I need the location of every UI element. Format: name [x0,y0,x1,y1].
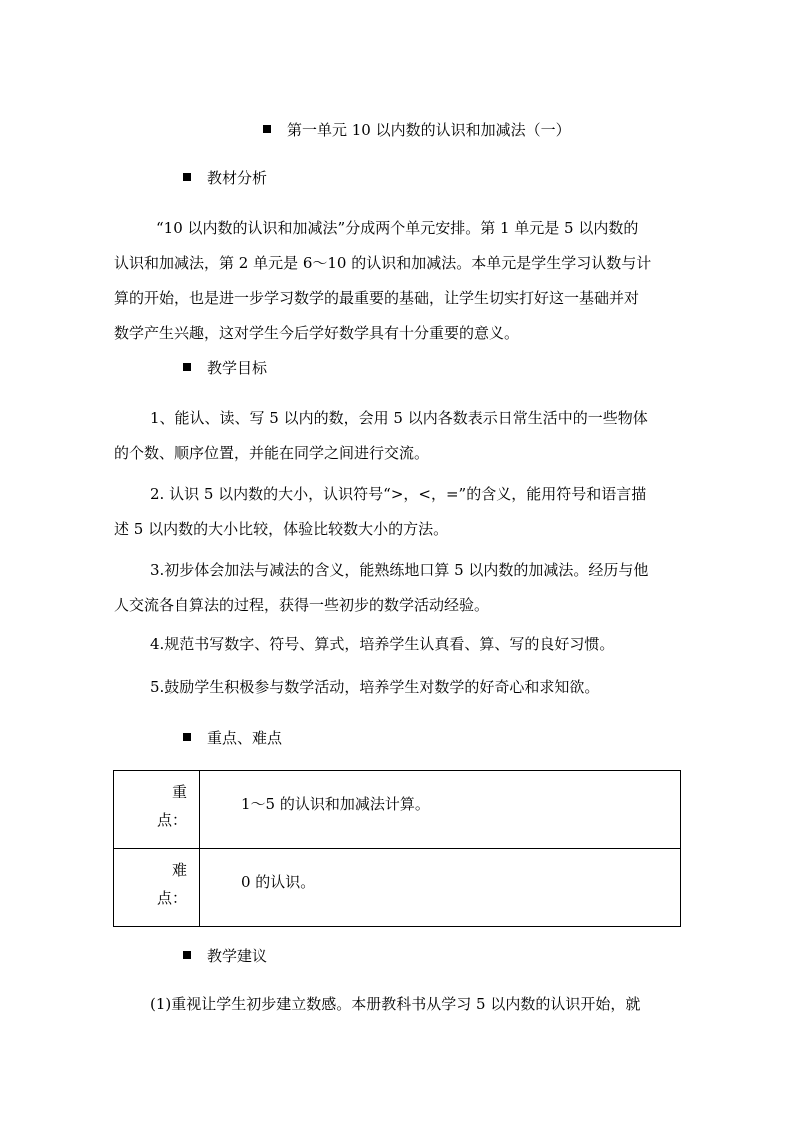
heading-text: 重点、难点 [207,729,283,747]
title-text: 第一单元 10 以内数的认识和加减法（一） [287,121,571,139]
goal-item-1 [114,408,680,478]
heading-suggestions [183,946,267,966]
suggestions-paragraph [114,994,680,1029]
paragraph-line: 认识和加减法，第 2 单元是 6～10 的认识和加减法。本单元是学生学习认数与计 [114,254,652,272]
goal-item-5 [114,677,680,712]
row-content-cell [200,849,681,927]
paragraph-line: (1)重视让学生初步建立数感。本册教科书从学习 5 以内数的认识开始，就 [150,995,641,1013]
row-content: 0 的认识。 [241,873,316,891]
keypoints-table [113,770,681,927]
paragraph-line: “10 以内数的认识和加减法”分成两个单元安排。第 1 单元是 5 以内数的 [156,219,639,237]
paragraph-line: 算的开始，也是进一步学习数学的最重要的基础，让学生切实打好这一基础并对 [114,289,640,307]
goal-line: 人交流各自算法的过程，获得一些初步的数学活动经验。 [114,596,490,614]
row-content-cell [200,771,681,849]
goal-item-2 [114,484,680,554]
heading-analysis [183,168,267,188]
heading-text: 教学建议 [207,947,268,965]
heading-goals [183,358,267,378]
document-title [263,120,571,140]
goal-item-3 [114,560,680,630]
square-bullet-icon [183,173,191,181]
row-label-bottom: 点： [156,889,187,907]
row-label-top: 重 [171,783,187,801]
square-bullet-icon [263,125,271,133]
row-label-cell [114,771,200,849]
square-bullet-icon [183,363,191,371]
goal-line: 的个数、顺序位置，并能在同学之间进行交流。 [114,444,430,462]
row-label-cell [114,849,200,927]
goal-line: 1、能认、读、写 5 以内的数，会用 5 以内各数表示日常生活中的一些物体 [150,409,648,427]
goal-line: 4.规范书写数字、符号、算式，培养学生认真看、算、写的良好习惯。 [150,635,615,653]
row-label-bottom: 点： [156,811,187,829]
goal-line: 3.初步体会加法与减法的含义，能熟练地口算 5 以内数的加减法。经历与他 [150,561,649,579]
goal-item-4 [114,634,680,669]
square-bullet-icon [183,951,191,959]
heading-text: 教学目标 [207,359,268,377]
goal-line: 5.鼓励学生积极参与数学活动，培养学生对数学的好奇心和求知欲。 [150,678,600,696]
table-row [114,849,681,927]
heading-text: 教材分析 [207,169,268,187]
analysis-paragraph [114,218,680,358]
row-label-top: 难 [171,861,187,879]
goal-line: 述 5 以内数的大小比较，体验比较数大小的方法。 [114,520,449,538]
row-content: 1～5 的认识和加减法计算。 [241,795,430,813]
table-row [114,771,681,849]
paragraph-line: 数学产生兴趣，这对学生今后学好数学具有十分重要的意义。 [114,324,520,342]
goal-line: 2. 认识 5 以内数的大小，认识符号“>，<，=”的含义，能用符号和语言描 [150,485,647,503]
square-bullet-icon [183,733,191,741]
heading-keypoints [183,728,282,748]
